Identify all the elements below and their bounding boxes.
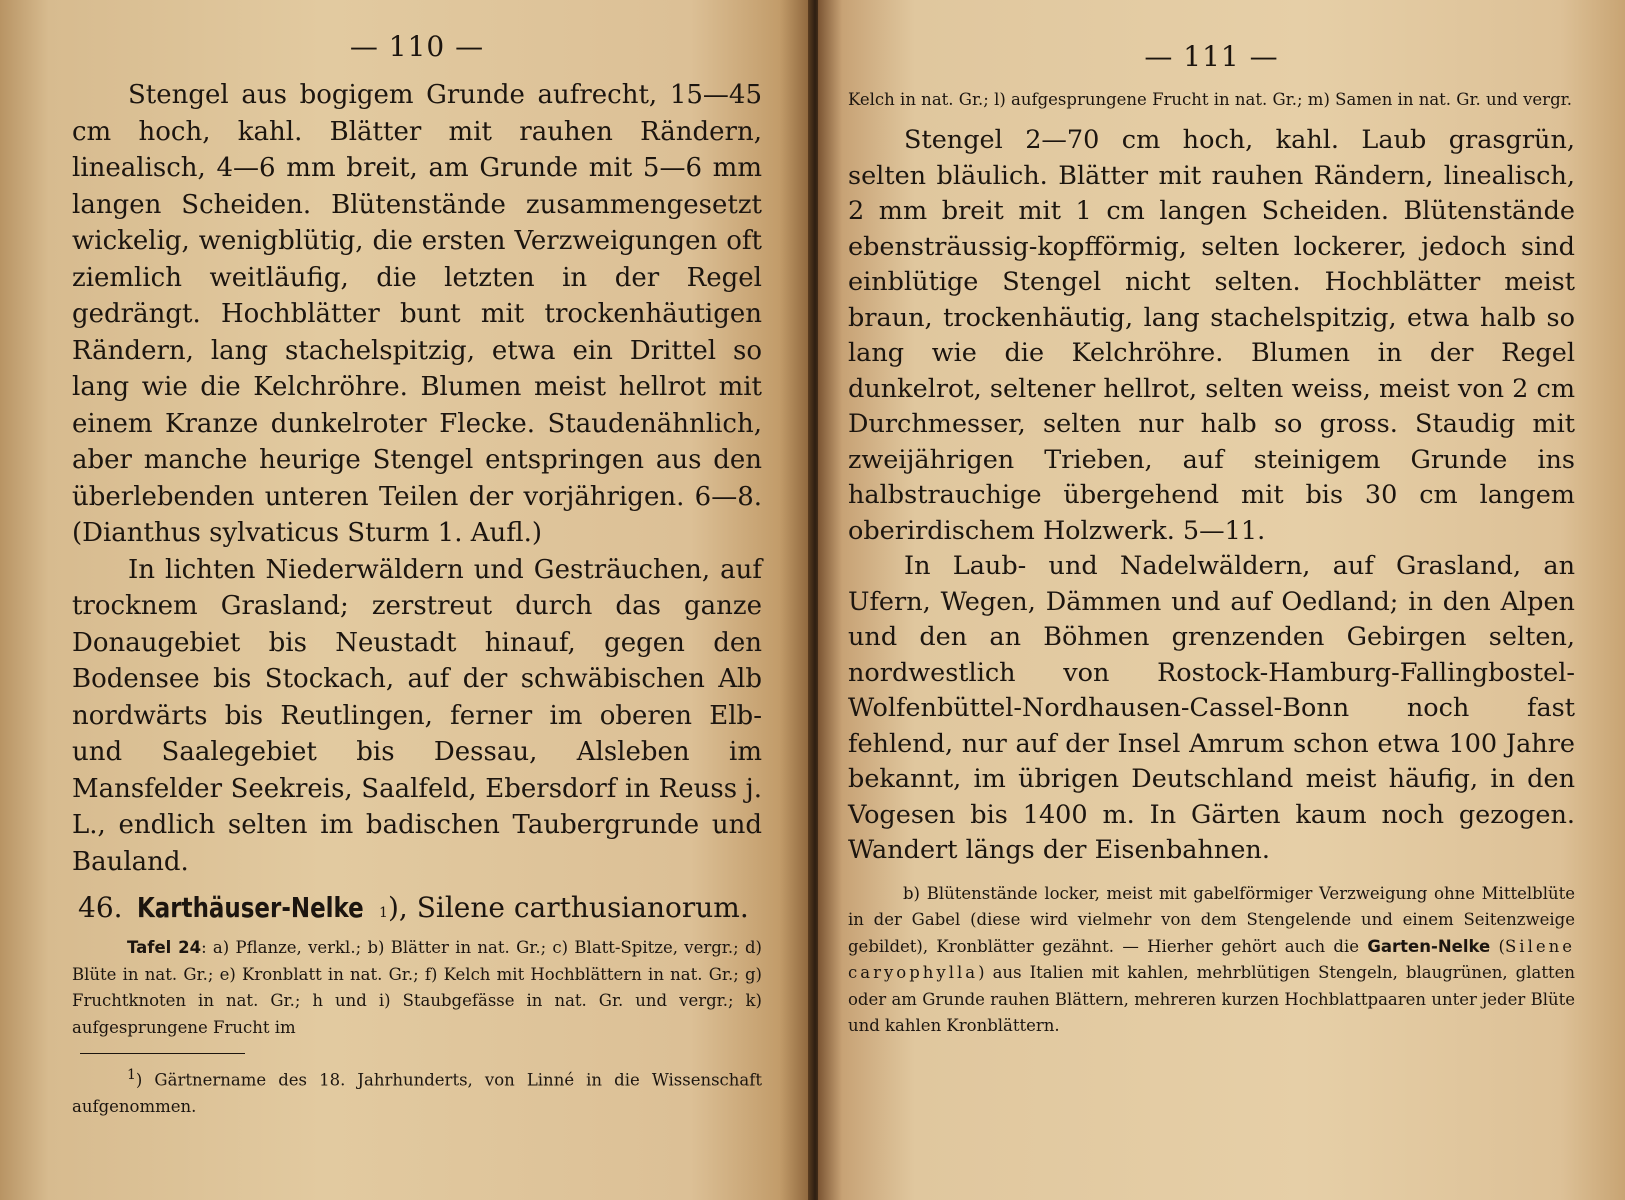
- footnote-number: 1: [127, 1067, 136, 1083]
- right-page: [818, 0, 1625, 1200]
- footnote-rule: [80, 1053, 245, 1054]
- plate-caption-text: : a) Pflanze, verkl.; b) Blätter in nat. Gr.; c) Blatt-Spitze, vergr.; d) Blüte in nat. Gr.; e) Kronblatt in nat. Gr.; f) Kelch mit Hochblättern in nat. Gr.; g) Fruchtknoten in nat. Gr.; h und i) Staubgefässe in nat. Gr. und vergr.; k) aufgesprungene Frucht im: [72, 938, 762, 1037]
- garden-carnation-name: Garten-Nelke: [1367, 936, 1491, 956]
- distribution-paragraph-left: In lichten Niederwäldern und Gesträuchen, auf trocknem Grasland; zerstreut durch das ganze Donaugebiet bis Neustadt hinauf, gegen den Bodensee bis Stockach, auf der schwäbischen Alb nordwärts bis Reutlingen, ferner im oberen Elb- und Saalegebiet bis Dessau, Alsleben im Mansfelder Seekreis, Saalfeld, Ebersdorf in Reuss j. L., endlich selten im badischen Taubergrunde und Bauland.: [72, 554, 762, 877]
- variety-note-text-b: (: [1490, 936, 1505, 956]
- footnote-text: ) Gärtnername des 18. Jahrhunderts, von Linné in die Wissenschaft aufgenommen.: [72, 1070, 762, 1116]
- species-common-name: Karthäuser-Nelke: [136, 891, 364, 924]
- description-paragraph-left: Stengel aus bogigem Grunde aufrecht, 15—45 cm hoch, kahl. Blätter mit rauhen Rändern, linealisch, 4—6 mm breit, am Grunde mit 5—6 mm langen Scheiden. Blütenstände zusammengesetzt wickelig, wenigblütig, die ersten Verzweigungen oft ziemlich weitläufig, die letzten in der Regel gedrängt. Hochblätter bunt mit trockenhäutigen Rändern, lang stachelspitzig, etwa ein Drittel so lang wie die Kelchröhre. Blumen meist hellrot mit einem Kranze dunkelroter Flecke. Staudenähnlich, aber manche heurige Stengel entspringen aus den überlebenden unteren Teilen der vorjährigen. 6—8. (Dianthus sylvaticus Sturm 1. Aufl.): [72, 80, 762, 548]
- footnote: [72, 1062, 762, 1121]
- plate-caption: [72, 935, 762, 1041]
- latin-name-spaced: Silene caryophylla: [848, 936, 1575, 982]
- species-heading: [78, 888, 762, 933]
- plate-label: Tafel 24: [127, 938, 202, 957]
- page-number-left: — 110 —: [349, 30, 485, 63]
- variety-note-text-a: b) Blütenstände locker, meist mit gabelförmiger Verzweigung ohne Mittelblüte in der Gabel (diese wird vielmehr von dem Stengelende und einem Seitenzweige gebildet), Kronblätter gezähnt. — Hierher gehört auch die: [848, 883, 1575, 956]
- page-number-right: — 111 —: [1144, 40, 1279, 73]
- species-latin-name: ), Silene carthusianorum.: [387, 891, 749, 924]
- variety-note-text-c: ) aus Italien mit kahlen, mehrblütigen Stengeln, blaugrünen, glatten oder am Grunde rauhen Blättern, mehreren kurzen Hochblattpaaren unter jeder Blüte und kahlen Kronblättern.: [848, 963, 1575, 1035]
- distribution-paragraph-right: In Laub- und Nadelwäldern, auf Grasland, an Ufern, Wegen, Dämmen und auf Oedland; in den Alpen und den an Böhmen grenzenden Gebirgen selten, nordwestlich von Rostock-Hamburg-Fallingbostel-Wolfenbüttel-Nordhausen-Cassel-Bonn noch fast fehlend, nur auf der Insel Amrum schon etwa 100 Jahre bekannt, im übrigen Deutschland meist häufig, in den Vogesen bis 1400 m. In Gärten kaum noch gezogen. Wandert längs der Eisenbahnen.: [848, 551, 1575, 865]
- footnote-marker: 1: [379, 905, 388, 921]
- description-paragraph-right: Stengel 2—70 cm hoch, kahl. Laub grasgrün, selten bläulich. Blätter mit rauhen Rändern, linealisch, 2 mm breit mit 1 cm langen Scheiden. Blütenstände ebensträussig-kopfförmig, selten lockerer, jedoch sind einblütige Stengel nicht selten. Hochblätter meist braun, trockenhäutig, lang stachelspitzig, etwa halb so lang wie die Kelchröhre. Blumen in der Regel dunkelrot, seltener hellrot, selten weiss, meist von 2 cm Durchmesser, selten nur halb so gross. Staudig mit zweijährigen Trieben, auf steinigem Grunde ins halbstrauchige übergehend mit bis 30 cm langem oberirdischem Holzwerk. 5—11.: [848, 125, 1575, 546]
- variety-note: [848, 881, 1575, 1040]
- plate-caption-continued: Kelch in nat. Gr.; l) aufgesprungene Frucht in nat. Gr.; m) Samen in nat. Gr. und vergr.: [848, 90, 1572, 109]
- species-number: 46.: [78, 891, 123, 924]
- left-page: [0, 0, 812, 1200]
